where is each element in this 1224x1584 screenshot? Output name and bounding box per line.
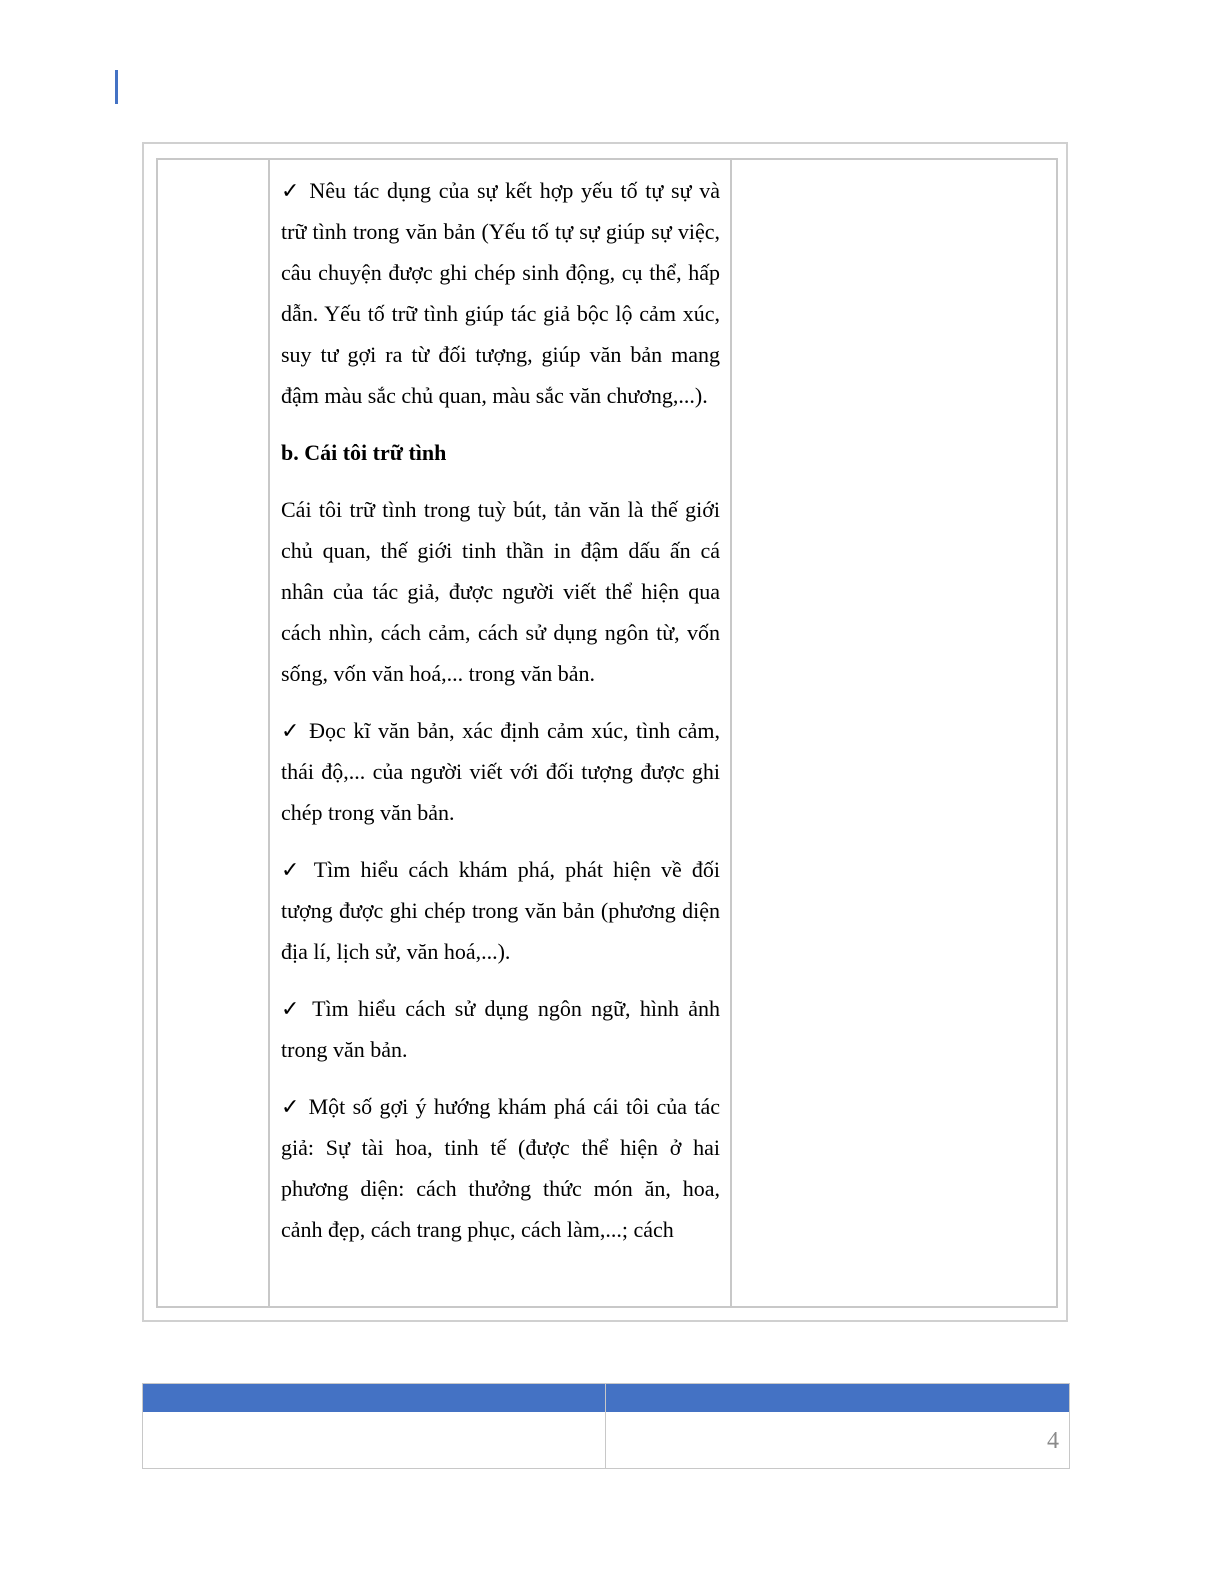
paragraph-author-self-hints: ✓ Một số gợi ý hướng khám phá cái tôi của tác giả: Sự tài hoa, tinh tế (được thể hiện ở hai phương diện: cách thưởng thức món ăn, hoa, cảnh đẹp, cách trang phục, cách làm,...; cách: [281, 1094, 720, 1242]
paragraph-narrative-lyric-effect: ✓ Nêu tác dụng của sự kết hợp yếu tố tự sự và trữ tình trong văn bản (Yếu tố tự sự giúp sự việc, câu chuyện được ghi chép sinh động, cụ thể, hấp dẫn. Yếu tố trữ tình giúp tác giả bộc lộ cảm xúc, suy tư gợi ra từ đối tượng, giúp văn bản mang đậm màu sắc chủ quan, màu sắc văn chương,...).: [281, 178, 720, 408]
table-column-right: [732, 160, 1056, 1306]
table-column-left: [158, 160, 270, 1306]
content-table-frame: [142, 142, 1068, 1322]
table-column-content: [270, 160, 732, 1306]
paragraph-read-text: ✓ Đọc kĩ văn bản, xác định cảm xúc, tình cảm, thái độ,... của người viết với đối tượng được ghi chép trong văn bản.: [281, 718, 720, 825]
footer-accent-bar: [143, 1384, 605, 1412]
section-heading-lyric-self: b. Cái tôi trữ tình: [281, 440, 447, 465]
page-footer: [142, 1383, 1070, 1469]
footer-accent-bar: [606, 1384, 1069, 1412]
footer-cell-right: [606, 1384, 1069, 1468]
page-number: 4: [1047, 1428, 1059, 1454]
content-table: [156, 158, 1058, 1308]
header-accent-line: [115, 70, 118, 104]
paragraph-explore-discovery: ✓ Tìm hiểu cách khám phá, phát hiện về đối tượng được ghi chép trong văn bản (phương diện địa lí, lịch sử, văn hoá,...).: [281, 857, 720, 964]
footer-cell-left: [143, 1384, 606, 1468]
paragraph-language-images: ✓ Tìm hiểu cách sử dụng ngôn ngữ, hình ảnh trong văn bản.: [281, 996, 720, 1062]
paragraph-lyric-self-definition: Cái tôi trữ tình trong tuỳ bút, tản văn là thế giới chủ quan, thế giới tinh thần in đậm dấu ấn cá nhân của tác giả, được người viết thể hiện qua cách nhìn, cách cảm, cách sử dụng ngôn từ, vốn sống, vốn văn hoá,... trong văn bản.: [281, 497, 720, 686]
